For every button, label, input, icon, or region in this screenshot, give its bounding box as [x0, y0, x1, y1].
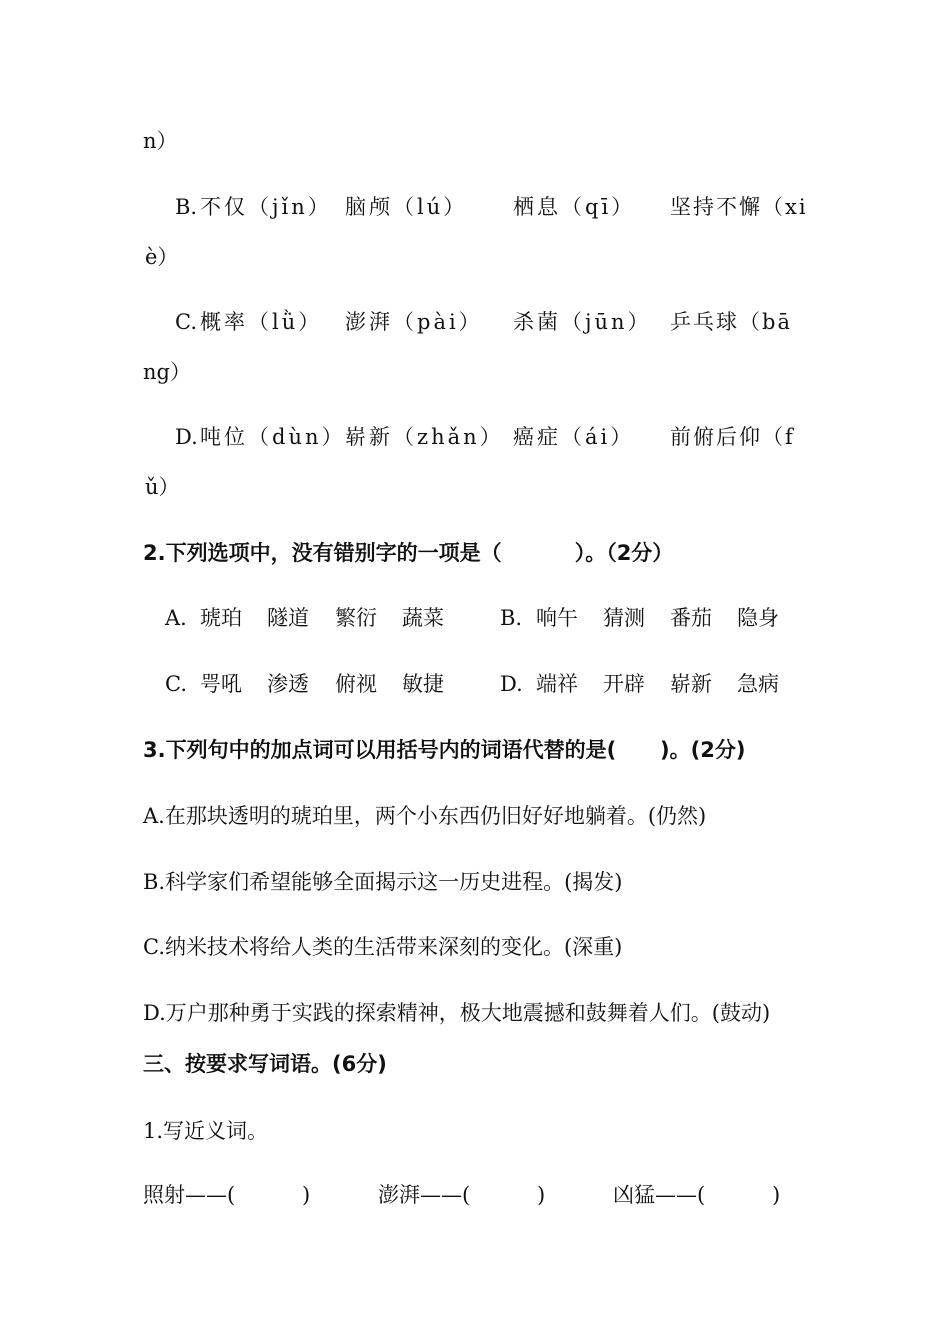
synonym-item: 照射——( ): [143, 1183, 311, 1207]
option-word: 端祥: [536, 672, 578, 696]
option-word: 急病: [737, 672, 779, 696]
q3-stem: 3.下列句中的加点词可以用括号内的词语代替的是( )。(2分): [143, 738, 746, 762]
q1-option-a-tail: n）: [143, 129, 178, 153]
option-label: B.: [175, 195, 198, 219]
option-word-4: 乒乓球（bā: [670, 310, 792, 334]
option-word-1: 不仅（jǐn）: [200, 195, 332, 219]
option-word: 响午: [536, 606, 578, 630]
option-word-2: 脑颅（lú）: [345, 195, 468, 219]
option-label: C.: [165, 672, 187, 696]
section-title: 三、按要求写词语。(6分): [143, 1052, 387, 1076]
q3-option-d: D.万户那种勇于实践的探索精神，极大地震撼和鼓舞着人们。(鼓动): [143, 1001, 771, 1025]
option-label: D.: [175, 425, 198, 449]
option-word: 隧道: [267, 606, 309, 630]
subsection-title: 1.写近义词。: [143, 1119, 269, 1143]
option-word-3: 杀菌（jūn）: [513, 310, 652, 334]
option-word-3: 栖息（qī）: [513, 195, 636, 219]
option-word-3: 癌症（ái）: [513, 425, 635, 449]
option-word-1: 概率（lǜ）: [200, 310, 323, 334]
q3-option-b: B.科学家们希望能够全面揭示这一历史进程。(揭发): [143, 870, 623, 894]
option-label: D.: [500, 672, 523, 696]
option-word: 猜测: [603, 606, 645, 630]
option-word-1: 吨位（dùn）: [200, 425, 346, 449]
option-tail: è）: [145, 245, 179, 269]
option-word: 渗透: [267, 672, 309, 696]
q3-option-c: C.纳米技术将给人类的生活带来深刻的变化。(深重): [143, 935, 623, 959]
option-word-4: 前俯后仰（f: [670, 425, 795, 449]
synonym-item: 凶猛——( ): [613, 1183, 781, 1207]
option-word: 敏捷: [402, 672, 444, 696]
synonym-item: 澎湃——( ): [378, 1183, 546, 1207]
q3-option-a: A.在那块透明的琥珀里，两个小东西仍旧好好地躺着。(仍然): [143, 804, 707, 828]
option-word: 番茄: [670, 606, 712, 630]
option-word-4: 坚持不懈（xi: [670, 195, 808, 219]
q2-stem: 2.下列选项中，没有错别字的一项是（ ）。（2分）: [143, 541, 674, 565]
option-label: C.: [175, 310, 197, 334]
option-word: 隐身: [737, 606, 779, 630]
option-word: 崭新: [670, 672, 712, 696]
option-word: 开辟: [603, 672, 645, 696]
option-label: A.: [165, 606, 187, 630]
option-tail: ng）: [143, 360, 191, 384]
option-word: 俯视: [335, 672, 377, 696]
option-word: 蔬菜: [402, 606, 444, 630]
option-word-2: 澎湃（pài）: [345, 310, 483, 334]
option-label: B.: [500, 606, 523, 630]
option-word: 繁衍: [335, 606, 377, 630]
option-tail: ǔ）: [145, 475, 180, 499]
option-word: 琥珀: [200, 606, 242, 630]
option-word-2: 崭新（zhǎn）: [345, 425, 504, 449]
option-word: 咢吼: [200, 672, 242, 696]
